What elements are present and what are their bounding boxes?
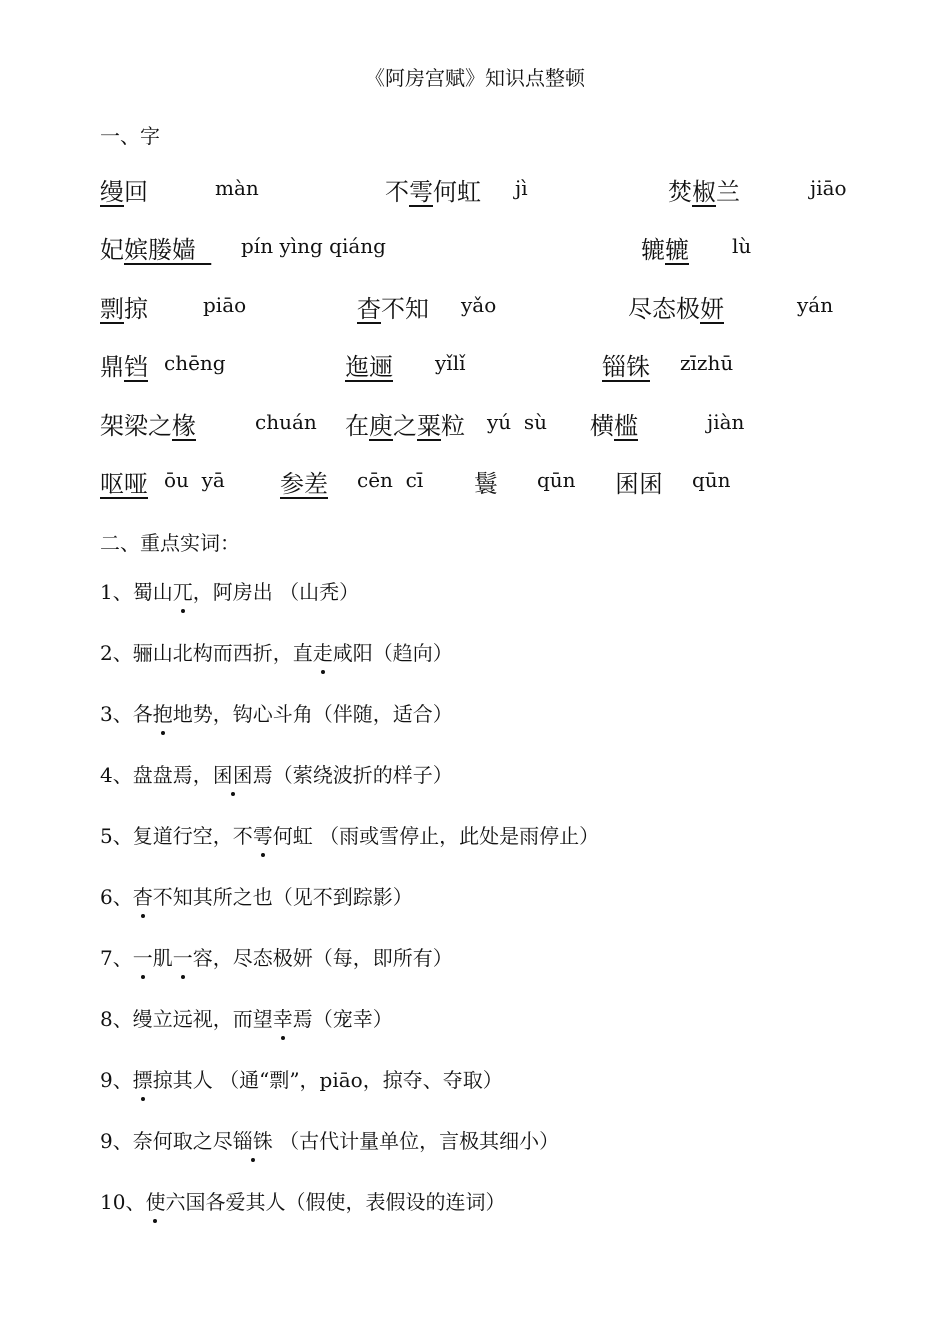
vocab-pinyin: yǐlǐ — [435, 351, 466, 375]
vocab-word: 囷囷 — [615, 470, 663, 498]
vocab-pinyin: jì — [515, 176, 528, 200]
vocab-pinyin: chēng — [164, 351, 226, 375]
vocab-word: 鬟 — [474, 470, 498, 498]
list-item: 7、一肌一容，尽态极妍（每，即所有） — [100, 942, 453, 971]
vocab-word: 缦回 — [100, 178, 148, 206]
vocab-word: 鼎铛 — [100, 353, 148, 381]
vocab-row — [100, 406, 940, 446]
list-item: 8、缦立远视，而望幸焉（宠幸） — [100, 1003, 393, 1032]
section-heading-characters: 一、字 — [100, 124, 160, 148]
vocab-pinyin: pín yìng qiáng — [241, 234, 386, 258]
vocab-word: 锱铢 — [602, 353, 650, 381]
vocab-word: 架梁之椽 — [100, 412, 196, 440]
vocab-pinyin: jiāo — [810, 176, 847, 200]
vocab-row — [100, 464, 940, 504]
vocab-word: 妃嫔媵嫱 — [100, 236, 212, 264]
vocab-word: 迤逦 — [345, 353, 393, 381]
vocab-word: 参差 — [280, 470, 328, 498]
vocab-word: 不雩何虹 — [385, 178, 481, 206]
vocab-pinyin: piāo — [203, 293, 247, 317]
list-item: 4、盘盘焉，囷囷焉（萦绕波折的样子） — [100, 759, 453, 788]
vocab-word: 焚椒兰 — [668, 178, 740, 206]
list-item: 9、摽掠其人 （通“剽”，piāo，掠夺、夺取） — [100, 1064, 503, 1093]
vocab-pinyin: yǎo — [461, 293, 497, 317]
section-heading-key-words: 二、重点实词： — [100, 531, 240, 555]
list-item: 3、各抱地势，钩心斗角（伴随，适合） — [100, 698, 453, 727]
vocab-pinyin: chuán — [255, 410, 317, 434]
vocab-word: 剽掠 — [100, 295, 148, 323]
vocab-word: 辘辘 — [641, 236, 689, 264]
vocab-pinyin: zīzhū — [680, 351, 734, 375]
list-item: 5、复道行空，不雩何虹 （雨或雪停止，此处是雨停止） — [100, 820, 599, 849]
vocab-row — [100, 289, 940, 329]
vocab-pinyin: jiàn — [707, 410, 745, 434]
page-title: 《阿房宫赋》知识点整顿 — [365, 66, 585, 90]
vocab-word: 在庾之粟粒 — [345, 412, 465, 440]
vocab-pinyin: qūn — [692, 468, 731, 492]
list-item: 1、蜀山兀，阿房出 （山秃） — [100, 576, 359, 605]
list-item: 6、杳不知其所之也（见不到踪影） — [100, 881, 413, 910]
vocab-word: 呕哑 — [100, 470, 148, 498]
vocab-word: 横槛 — [590, 412, 638, 440]
vocab-pinyin: yán — [797, 293, 834, 317]
vocab-pinyin: yú sù — [487, 410, 548, 434]
vocab-word: 杳不知 — [357, 295, 429, 323]
vocab-pinyin: qūn — [537, 468, 576, 492]
vocab-row — [100, 172, 940, 212]
list-item: 9、奈何取之尽锱铢 （古代计量单位，言极其细小） — [100, 1125, 559, 1154]
list-item: 2、骊山北构而西折，直走咸阳（趋向） — [100, 637, 453, 666]
vocab-pinyin: lù — [732, 234, 752, 258]
vocab-row — [100, 347, 940, 387]
vocab-pinyin: cēn cī — [357, 468, 424, 492]
vocab-row — [100, 230, 940, 270]
vocab-word: 尽态极妍 — [628, 295, 724, 323]
vocab-pinyin: ōu yā — [164, 468, 225, 492]
list-item: 10、使六国各爱其人（假使，表假设的连词） — [100, 1186, 505, 1215]
vocab-pinyin: màn — [215, 176, 259, 200]
